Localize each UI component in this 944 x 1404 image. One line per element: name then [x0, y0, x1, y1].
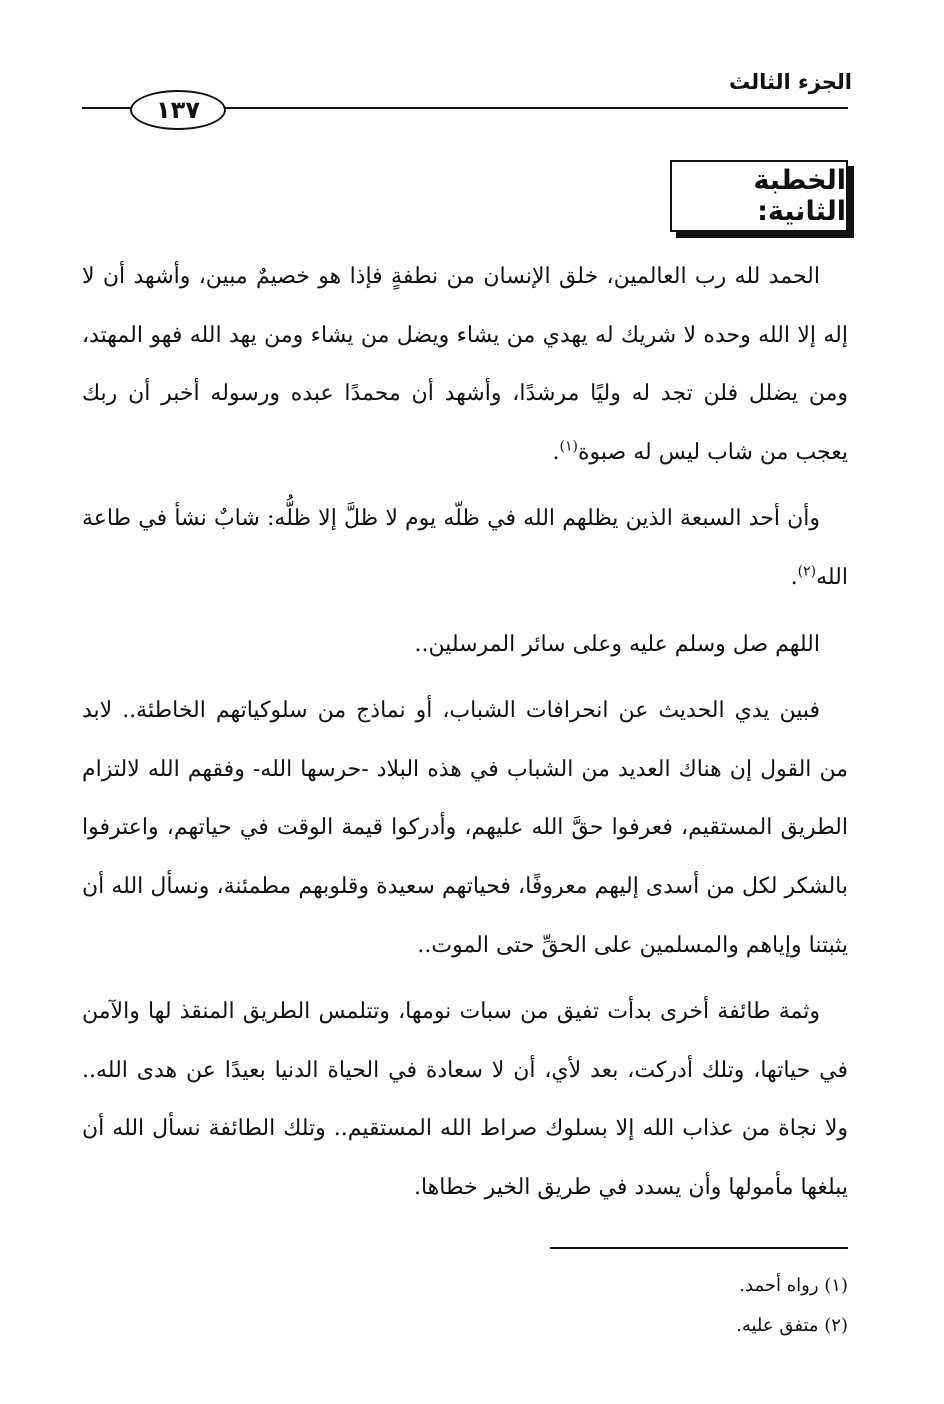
- footnote-ref: (٢): [797, 563, 817, 580]
- paragraph-2: [82, 490, 848, 607]
- paragraph-text: وثمة طائفة أخرى بدأت تفيق من سبات نومها، وتتلمس الطريق المنقذ لها والآمن في حياتها، وتلك أدركت، بعد لأي، أن لا سعادة في الحياة الدنيا بعيدًا عن هدى الله.. ولا نجاة من عذاب الله إلا بسلوك صراط الله المستقيم.. وتلك الطائفة نسأل الله أن يبلغها مأمولها وأن يسدد في طريق الخير خطاها.: [82, 999, 848, 1200]
- paragraph-4: [82, 682, 848, 975]
- footnote-2: (٢) متفق عليه.: [736, 1315, 848, 1336]
- running-head-title: الجزء الثالث: [729, 70, 852, 94]
- body-text: [82, 248, 848, 1226]
- footnote-ref: (١): [559, 438, 579, 455]
- paragraph-end: .: [552, 439, 560, 465]
- paragraph-5: [82, 983, 848, 1217]
- paragraph-end: .: [790, 564, 798, 590]
- page-number: ١٣٧: [130, 90, 226, 130]
- paragraph-text: اللهم صل وسلم عليه وعلى سائر المرسلين..: [414, 631, 820, 657]
- paragraph-text: وأن أحد السبعة الذين يظلهم الله في ظلّه يوم لا ظلَّ إلا ظلُّه: شابٌ نشأ في طاعة الله: [82, 506, 848, 590]
- footnotes: [448, 1266, 848, 1346]
- paragraph-text: فبين يدي الحديث عن انحرافات الشباب، أو نماذج من سلوكياتهم الخاطئة.. لابد من القول إن هناك العديد من الشباب في هذه البلاد -حرسها الله- وفقهم الله لالتزام الطريق المستقيم، فعرفوا حقَّ الله عليهم، وأدركوا قيمة الوقت في حياتهم، واعترفوا بالشكر لكل من أسدى إليهم معروفًا، فحياتهم سعيدة وقلوبهم مطمئنة، ونسأل الله أن يثبتنا وإياهم والمسلمين على الحقِّ حتى الموت..: [82, 698, 848, 958]
- paragraph-text: الحمد لله رب العالمين، خلق الإنسان من نطفةٍ فإذا هو خصيمٌ مبين، وأشهد أن لا إله إلا الله وحده لا شريك له يهدي من يشاء ويضل من يشاء ومن يهد الله فهو المهتد، ومن يضلل فلن تجد له وليًا مرشدًا، وأشهد أن محمدًا عبده ورسوله أخبر أن ربك يعجب من شاب ليس له صبوة: [82, 264, 848, 465]
- section-title-box: [670, 160, 848, 232]
- paragraph-1: [82, 248, 848, 482]
- footnote-1: (١) رواه أحمد.: [739, 1275, 848, 1296]
- section-title: الخطبة الثانية:: [753, 165, 846, 227]
- footnote-rule: [550, 1247, 848, 1249]
- paragraph-3: [82, 616, 848, 675]
